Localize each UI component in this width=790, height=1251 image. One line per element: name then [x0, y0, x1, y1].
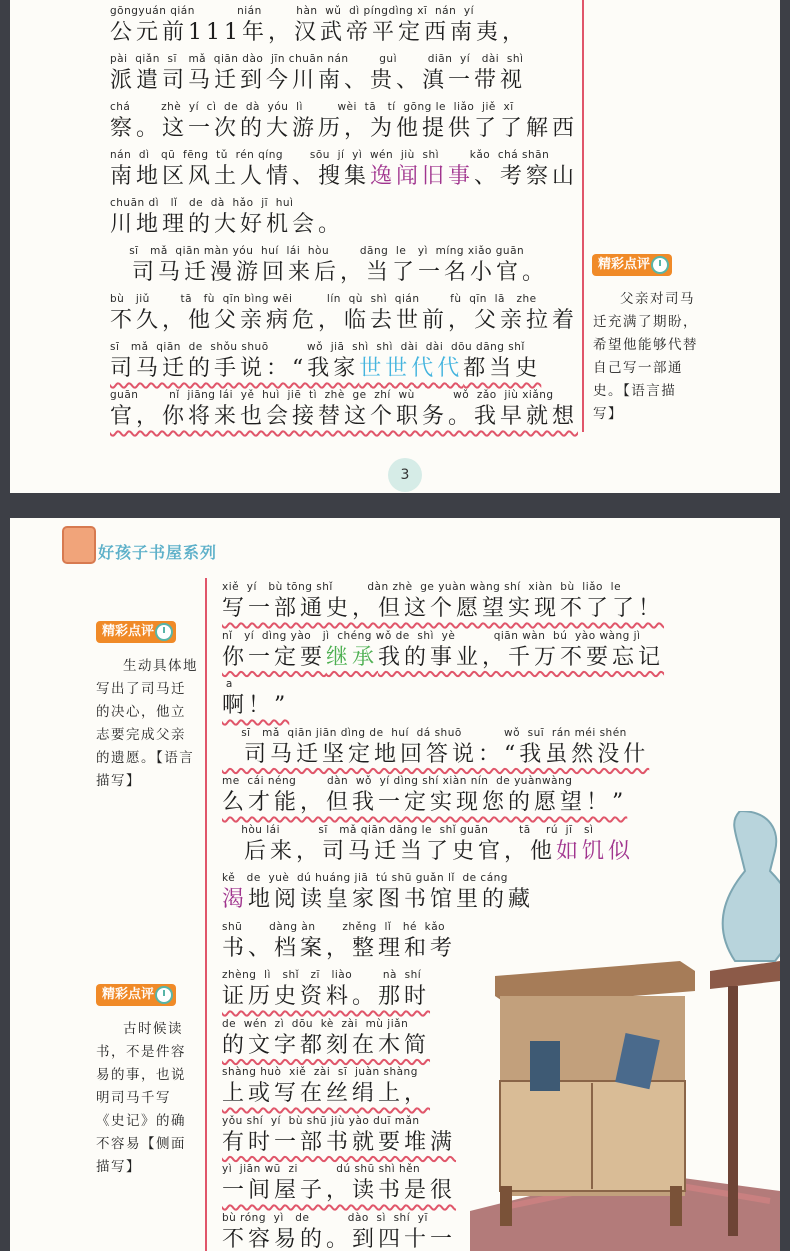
hanzi	[110, 162, 580, 192]
badge-label: 精彩点评	[102, 987, 155, 1002]
pinyin: sī mǎ qiān màn yóu huí lái hòu dāng le yì míng xiǎo guān	[110, 245, 525, 257]
text-segment: 后来，司马迁当了史官，他	[222, 838, 556, 864]
text-segment: 南地区风土人情、搜集	[110, 164, 371, 189]
pinyin: chá zhè yí cì de dà yóu lì wèi tā tí gōng le liǎo jiě xī	[110, 101, 514, 113]
hanzi: 察。这一次的大游历，为他提供了了解西	[110, 116, 579, 141]
text-segment: 地阅读皇家图书馆里的藏	[248, 887, 535, 912]
margin-rule	[582, 0, 584, 432]
text-segment: 你一定要	[222, 644, 327, 670]
pinyin: nǐ yí dìng yào jì chéng wǒ de shì yè qiān wàn bú yào wàng jì	[222, 629, 641, 642]
hanzi: 不容易的。到四十一	[222, 1226, 457, 1251]
hanzi: 一间屋子，读书是很	[222, 1178, 457, 1203]
pinyin: gōngyuán qián nián hàn wǔ dì píngdìng xī nán yí	[110, 5, 475, 17]
book-icon	[62, 526, 96, 564]
text-line	[222, 1114, 472, 1158]
page-4	[10, 518, 780, 1251]
hanzi: 啊！”	[222, 693, 290, 718]
pinyin: yǒu shí yí bù shū jiù yào duī mǎn	[222, 1114, 420, 1127]
text-line	[222, 871, 692, 915]
pinyin: shàng huò xiě zài sī juàn shàng	[222, 1066, 418, 1078]
text-segment: 都当史	[463, 356, 542, 381]
hanzi	[222, 837, 692, 867]
hanzi: 不久，他父亲病危，临去世前，父亲拉着	[110, 308, 579, 333]
hanzi: 么才能，但我一定实现您的愿望！”	[222, 790, 628, 815]
text-line	[110, 52, 580, 96]
text-line	[222, 774, 692, 818]
comment-badge-2	[96, 984, 176, 1006]
series-title: 好孩子书屋系列	[98, 543, 218, 562]
clock-icon	[155, 986, 173, 1004]
text-line	[222, 1162, 472, 1206]
hanzi: 司马迁漫游回来后，当了一名小官。	[110, 260, 548, 285]
pinyin: de wén zì dōu kè zài mù jiǎn	[222, 1017, 409, 1030]
pinyin: chuān dì lǐ de dà hǎo jī huì	[110, 197, 294, 209]
comment-note: 父亲对司马迁充满了期盼，希望他能够代替自己写一部通史。【语言描写】	[593, 291, 698, 422]
hanzi	[222, 885, 692, 915]
text-line	[222, 1211, 472, 1251]
pinyin: kě de yuè dú huáng jiā tú shū guǎn lǐ de cáng	[222, 872, 508, 884]
highlighted-word: 世世代代	[359, 356, 464, 381]
text-line	[222, 1017, 472, 1061]
pinyin: yì jiān wū zi dú shū shì hěn	[222, 1163, 421, 1175]
text-line	[110, 4, 580, 48]
page-3	[10, 0, 780, 493]
hanzi: 有时一部书就要堆满	[222, 1129, 457, 1155]
pinyin: bù jiǔ tā fù qīn bìng wēi lín qù shì qián fù qīn lā zhe	[110, 293, 537, 305]
text-line	[110, 244, 580, 288]
text-line	[110, 148, 580, 192]
series-logo	[62, 526, 262, 566]
pinyin: zhèng lì shǐ zī liào nà shí	[222, 969, 422, 981]
comment-badge-1	[96, 621, 176, 643]
pinyin: guān nǐ jiāng lái yě huì jiē tì zhè ge zhí wù wǒ zǎo jiù xiǎng	[110, 389, 554, 401]
clock-icon	[651, 256, 669, 274]
hanzi: 的文字都刻在木简	[222, 1032, 431, 1058]
page-number: 3	[388, 458, 422, 492]
text-segment: 我的事业，千万不要忘记	[378, 644, 665, 670]
text-line	[222, 920, 472, 964]
text-line	[222, 1065, 472, 1109]
text-line	[110, 196, 580, 240]
comment-note-2: 古时候读书，不是件容易的事，也说明司马千写《史记》的确不容易【侧面描写】	[96, 1021, 186, 1175]
highlighted-word: 渴	[222, 887, 249, 912]
hanzi: 写一部通史，但这个愿望实现不了了！	[222, 596, 665, 621]
hanzi: 川地理的大好机会。	[110, 212, 345, 237]
pinyin: xiě yí bù tōng shǐ dàn zhè ge yuàn wàng shí xiàn bù liǎo le	[222, 581, 622, 593]
margin-rule	[205, 578, 207, 1251]
pinyin: me cái néng dàn wǒ yí dìng shí xiàn nín de yuànwàng	[222, 775, 573, 787]
pinyin: nán dì qū fēng tǔ rén qíng sōu jí yì wén jiù shì kǎo chá shān	[110, 149, 550, 161]
text-line	[222, 580, 692, 624]
hanzi: 上或写在丝绢上，	[222, 1081, 431, 1106]
pinyin: hòu lái sī mǎ qiān dāng le shǐ guān tā rú jī sì	[222, 823, 594, 836]
hanzi: 书、档案，整理和考	[222, 935, 457, 961]
text-line	[110, 388, 580, 432]
hanzi: 派遣司马迁到今川南、贵、滇一带视	[110, 68, 527, 93]
text-line	[222, 677, 692, 721]
hanzi: 证历史资料。那时	[222, 984, 431, 1009]
hanzi	[222, 643, 692, 673]
text-segment: 司马迁的手说：“我家	[110, 356, 360, 381]
text-line	[222, 823, 692, 867]
text-line	[110, 100, 580, 144]
badge-label: 精彩点评	[598, 257, 651, 272]
pinyin: sī mǎ qiān jiān dìng de huí dá shuō wǒ suī rán méi shén	[222, 726, 627, 739]
hanzi	[110, 354, 580, 384]
clock-icon	[155, 623, 173, 641]
text-line	[222, 968, 472, 1012]
text-line	[110, 292, 580, 336]
pinyin: a	[222, 678, 233, 690]
hanzi: 司马迁坚定地回答说：“我虽然没什	[222, 741, 650, 767]
text-line	[222, 629, 692, 673]
text-segment: 、考察山	[474, 164, 579, 189]
badge-label: 精彩点评	[102, 624, 155, 639]
pinyin: bù róng yì de dào sì shí yī	[222, 1211, 428, 1224]
pinyin: sī mǎ qiān de shǒu shuō wǒ jiā shì shì dài dài dōu dāng shǐ	[110, 341, 525, 353]
comment-note-1: 生动具体地写出了司马迁的决心，他立志要完成父亲的遗愿。【语言描写】	[96, 658, 198, 789]
pinyin: pài qiǎn sī mǎ qiān dào jīn chuān nán guì diān yí dài shì	[110, 53, 524, 65]
pinyin: shū dàng àn zhěng lǐ hé kǎo	[222, 920, 446, 933]
highlighted-word: 如饥似	[556, 838, 635, 864]
text-line	[110, 340, 580, 384]
highlighted-word: 继承	[326, 644, 379, 670]
comment-badge	[592, 254, 672, 276]
text-line	[222, 726, 692, 770]
hanzi: 公元前111年，汉武帝平定西南夷，	[110, 20, 528, 45]
highlighted-word: 逸闻旧事	[370, 164, 475, 189]
hanzi: 官，你将来也会接替这个职务。我早就想	[110, 404, 579, 429]
